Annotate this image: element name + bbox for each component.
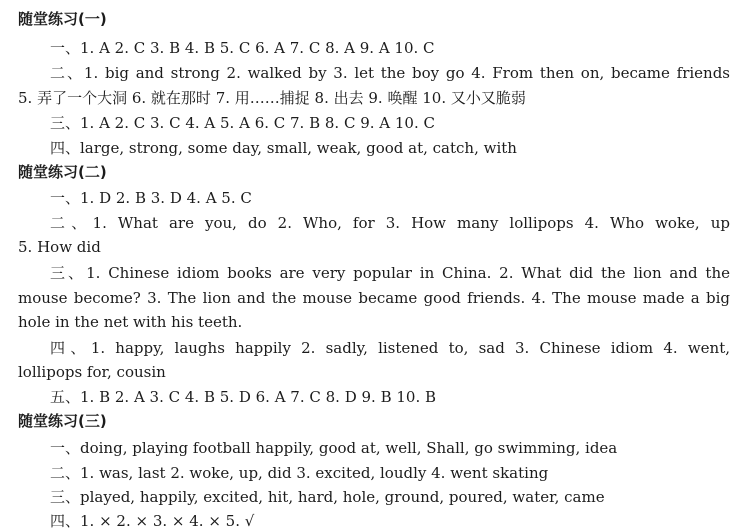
answer-line: 5. 弄了一个大洞 6. 就在那时 7. 用……捕捉 8. 出去 9. 唤醒 10. 又小又脆弱 bbox=[18, 89, 526, 107]
answer-line: 四、1. happy, laughs happily 2. sadly, listened to, sad 3. Chinese idiom 4. went, bbox=[50, 339, 730, 357]
answer-line: 二、1. big and strong 2. walked by 3. let the boy go 4. From then on, became friends bbox=[50, 64, 730, 82]
section-title-1: 随堂练习(一) bbox=[18, 10, 107, 28]
answer-line: 一、1. A 2. C 3. B 4. B 5. C 6. A 7. C 8. A 9. A 10. C bbox=[50, 39, 435, 57]
answer-line: 二、1. What are you, do 2. Who, for 3. How many lollipops 4. Who woke, up bbox=[50, 214, 730, 232]
answer-line: 四、1. × 2. × 3. × 4. × 5. √ bbox=[50, 512, 255, 530]
answer-line: 五、1. B 2. A 3. C 4. B 5. D 6. A 7. C 8. D 9. B 10. B bbox=[50, 388, 437, 406]
answer-line: lollipops for, cousin bbox=[18, 363, 166, 381]
answer-line: mouse become? 3. The lion and the mouse became good friends. 4. The mouse made a big bbox=[18, 289, 730, 307]
answer-line: 5. How did bbox=[18, 238, 101, 256]
section-title-2: 随堂练习(二) bbox=[18, 163, 107, 181]
section-title-3: 随堂练习(三) bbox=[18, 412, 107, 430]
answer-line: 一、doing, playing football happily, good at, well, Shall, go swimming, idea bbox=[50, 439, 618, 457]
answer-line: 一、1. D 2. B 3. D 4. A 5. C bbox=[50, 189, 252, 207]
answer-line: 三、1. A 2. C 3. C 4. A 5. A 6. C 7. B 8. C 9. A 10. C bbox=[50, 114, 435, 132]
answer-line: 二、1. was, last 2. woke, up, did 3. excited, loudly 4. went skating bbox=[50, 464, 549, 482]
answer-line: hole in the net with his teeth. bbox=[18, 313, 243, 331]
answer-line: 三、1. Chinese idiom books are very popular in China. 2. What did the lion and the bbox=[50, 264, 730, 282]
answer-line: 三、played, happily, excited, hit, hard, hole, ground, poured, water, came bbox=[50, 488, 605, 506]
answer-line: 四、large, strong, some day, small, weak, good at, catch, with bbox=[50, 139, 517, 157]
